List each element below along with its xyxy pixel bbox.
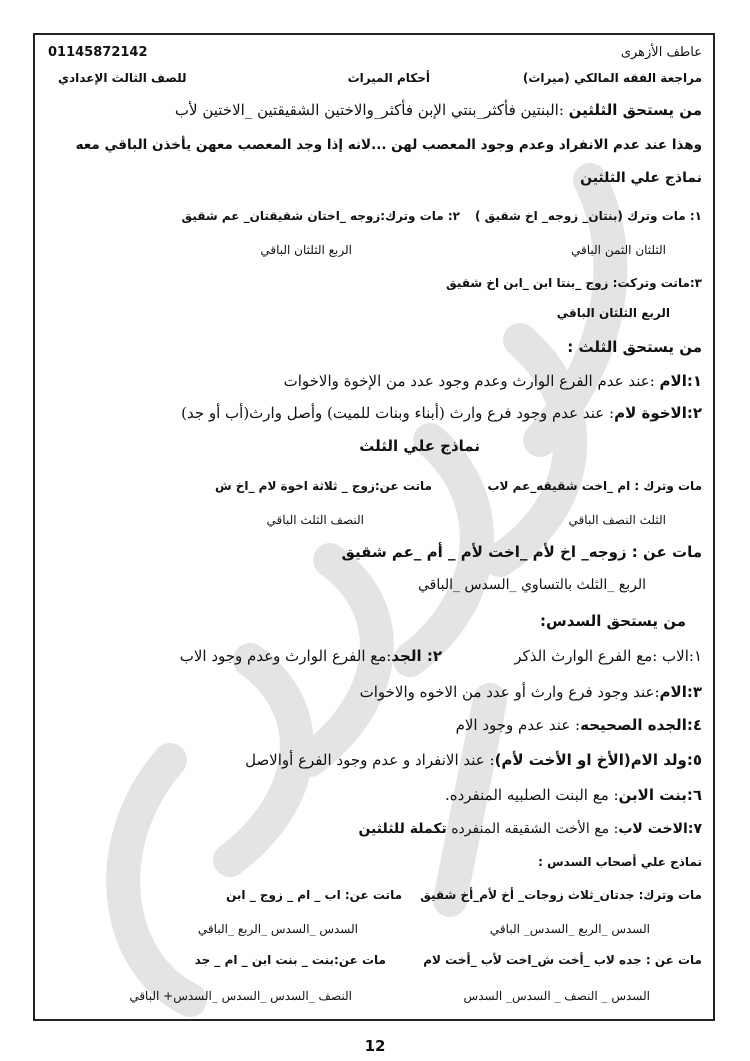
one-sixth-rule-4-label: ٤:الجده الصحيحه	[580, 716, 702, 734]
two-thirds-heading	[175, 101, 702, 119]
two-thirds-note: وهذا عند عدم الانفراد وعدم وجود المعصب لهن ...لانه إذا وجد المعصب معهن يأخذن الباقي معه	[75, 137, 702, 153]
two-thirds-answer-2: الربع الثلثان الباقي	[260, 243, 352, 257]
two-thirds-answer-3: الربع الثلثان الباقي	[556, 306, 670, 320]
two-thirds-answer-1: الثلثان الثمن الباقي	[571, 243, 666, 257]
one-sixth-rule-4	[456, 716, 702, 734]
one-sixth-rule-1: ١:الاب :مع الفرع الوارث الذكر	[514, 647, 702, 665]
two-thirds-example-3: ٣:ماتت وتركت: زوج _بنتا ابن _ابن اخ شقيق	[446, 276, 702, 290]
one-sixth-examples-title: نماذج علي أصحاب السدس :	[538, 855, 702, 869]
one-third-examples-title: نماذج علي الثلث	[359, 437, 480, 455]
review-title: مراجعة الفقه المالكي (ميراث)	[522, 71, 702, 85]
two-thirds-desc: :البنتين فأكثر_بنتي الإبن فأكثر_والاختين الشقيقتين _الاختين لأب	[174, 101, 569, 119]
one-sixth-rule-1b-text: :مع الفرع الوارث وعدم وجود الاب	[179, 647, 392, 665]
one-third-example-3: مات عن : زوجه_ اخ لأم _اخت لأم _ أم _عم شقيق	[341, 543, 702, 561]
one-third-rule-1-label: ١:الام	[659, 372, 702, 390]
one-third-rule-2	[181, 404, 702, 422]
one-sixth-rule-5-label: ٥:ولد الام(الأخ او الأخت لأم)	[494, 751, 702, 769]
one-sixth-rule-5-text: : عند الانفراد و عدم وجود الفرع أوالاصل	[245, 751, 495, 769]
one-sixth-example-2: ماتت عن: اب _ ام _ زوج _ ابن	[226, 888, 402, 902]
one-sixth-heading: من يستحق السدس:	[540, 612, 686, 630]
one-third-heading: من يستحق الثلث :	[567, 338, 702, 356]
one-third-example-2: ماتت عن:زوج _ ثلاثة اخوة لام _اخ ش	[214, 479, 432, 493]
one-third-rule-1-text: :عند عدم الفرع الوارث وعدم وجود عدد من الإخوة والاخوات	[283, 372, 660, 390]
one-sixth-rule-1b-label: ٢: الجد	[391, 647, 442, 665]
one-third-answer-2: النصف الثلث الباقي	[266, 513, 364, 527]
grade-title: للصف الثالث الإعدادي	[58, 71, 187, 85]
one-sixth-rule-3-label: ٣:الام	[659, 683, 702, 701]
one-sixth-answer-1: السدس _الربع _السدس_ الباقي	[489, 922, 650, 936]
one-third-example-1: مات وترك : ام _اخت شقيقه_عم لاب	[487, 479, 702, 493]
one-sixth-rule-7-label: ٧:الاخت لاب	[618, 821, 702, 837]
one-sixth-answer-2: السدس _السدس _الربع _الباقي	[197, 922, 358, 936]
one-sixth-rule-4-text: : عند عدم وجود الام	[455, 716, 581, 734]
one-sixth-rule-6-label: ٦:بنت الابن	[618, 786, 702, 804]
one-sixth-rule-7-text: : مع الأخت الشقيقه المنفرده	[446, 821, 619, 837]
one-sixth-rule-7	[358, 820, 702, 838]
one-sixth-answer-4: النصف _السدس _السدس _السدس+ الباقي	[129, 989, 352, 1003]
one-sixth-rule-6-text: : مع البنت الصلبيه المنفرده.	[444, 786, 619, 804]
page-number: 12	[364, 1037, 386, 1055]
one-sixth-example-3: مات عن : جده لاب _أخت ش_اخت لأب _أخت لام	[423, 953, 702, 967]
phone-number: 01145872142	[48, 45, 148, 60]
one-sixth-rule-3	[360, 683, 702, 701]
one-sixth-rule-7-tail: تكملة للثلثين	[358, 821, 447, 837]
one-sixth-example-1: مات وترك: جدتان_ثلاث زوجات_ أخ لأم_أخ شقيق	[420, 888, 702, 902]
one-sixth-rule-3-text: :عند وجود فرع وارث أو عدد من الاخوه والاخوات	[359, 683, 660, 701]
two-thirds-label: من يستحق الثلثين	[568, 101, 702, 119]
one-third-answer-3: الربع _الثلث بالتساوي _السدس _الباقي	[417, 577, 646, 593]
one-third-rule-1	[284, 372, 702, 390]
one-sixth-rule-5	[245, 751, 702, 769]
one-third-answer-1: الثلث النصف الباقي	[568, 513, 666, 527]
author-name: عاطف الأزهرى	[620, 45, 702, 60]
one-sixth-answer-3: السدس _ النصف _ السدس_ السدس	[463, 989, 650, 1003]
two-thirds-example-1: ١: مات وترك (بنتان_ زوجه_ اخ شقيق )	[474, 209, 702, 223]
one-sixth-example-4: مات عن:بنت _ بنت ابن _ ام _ جد	[194, 953, 386, 967]
two-thirds-example-2: ٢: مات وترك:زوجه _اختان شقيقتان_ عم شقيق	[181, 209, 460, 223]
one-sixth-rule-1b	[180, 647, 442, 665]
two-thirds-examples-title: نماذج علي الثلثين	[580, 170, 702, 186]
one-sixth-rule-6	[445, 786, 702, 804]
one-third-rule-2-label: ٢:الاخوة لام	[614, 404, 702, 422]
one-third-rule-2-text: : عند عدم وجود فرع وارث (أبناء وبنات للميت) وأصل وارث(أب أو جد)	[181, 404, 615, 422]
topic-title: أحكام الميراث	[347, 71, 430, 85]
